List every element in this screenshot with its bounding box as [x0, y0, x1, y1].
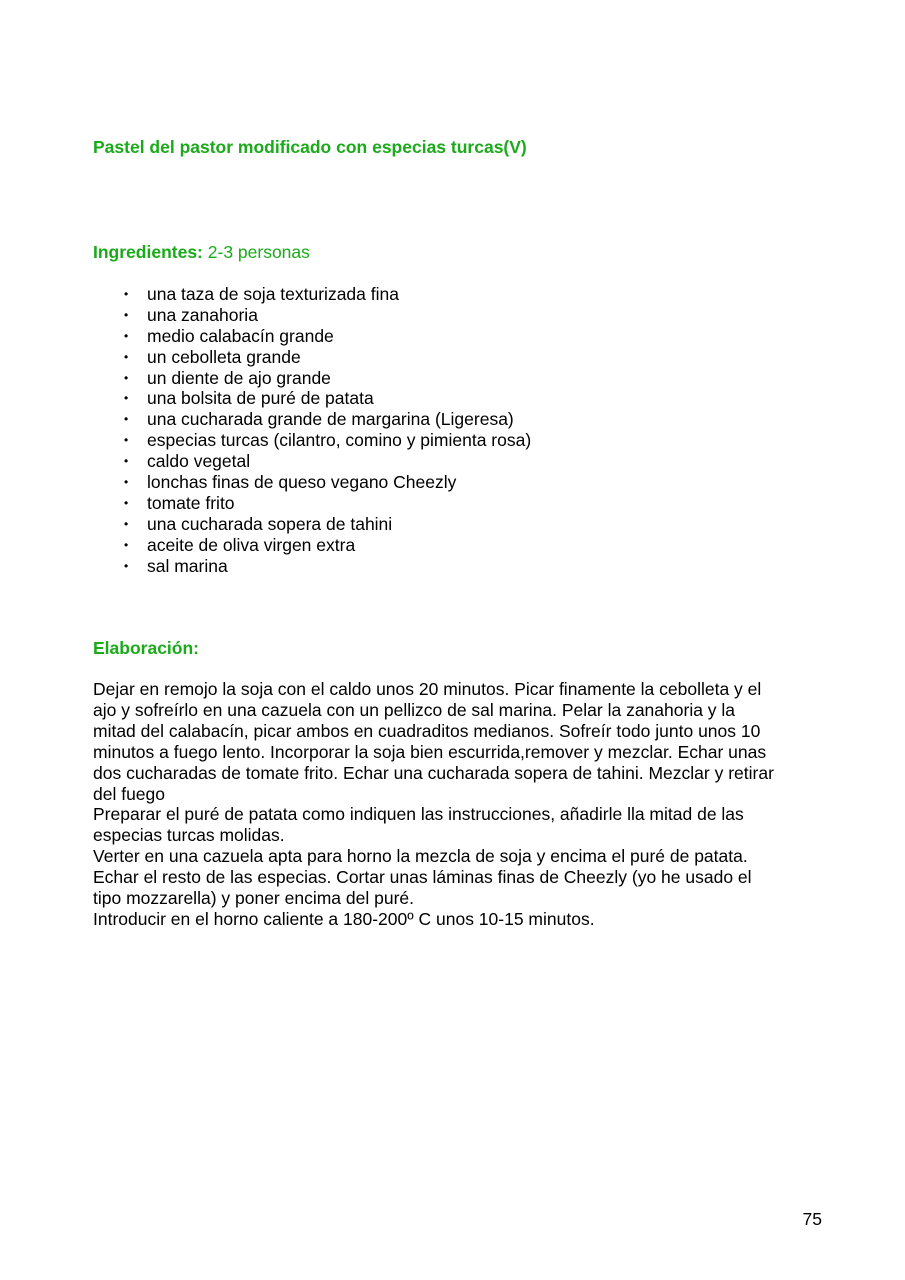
list-item: [93, 326, 531, 347]
method-line: del fuego: [93, 783, 166, 804]
method-line: Verter en una cazuela apta para horno la mezcla de soja y encima el puré de patata.: [93, 846, 748, 867]
list-item: [93, 368, 531, 389]
bullet-icon: •: [124, 328, 129, 343]
method-line: ajo y sofreírlo en una cazuela con un pellizco de sal marina. Pelar la zanahoria y la: [93, 699, 736, 720]
method-body: [93, 679, 813, 930]
ingredient-text: una cucharada sopera de tahini: [147, 513, 393, 534]
ingredient-text: tomate frito: [147, 492, 235, 513]
method-line: Introducir en el horno caliente a 180-200º C unos 10-15 minutos.: [93, 908, 595, 929]
bullet-icon: •: [124, 537, 129, 552]
method-line: Preparar el puré de patata como indiquen las instrucciones, añadirle lla mitad de las: [93, 804, 744, 825]
bullet-icon: •: [124, 370, 129, 385]
list-item: [93, 305, 531, 326]
bullet-icon: •: [124, 412, 129, 427]
ingredient-text: caldo vegetal: [147, 451, 251, 472]
ingredient-text: aceite de oliva virgen extra: [147, 534, 356, 555]
method-line: Echar el resto de las especias. Cortar unas láminas finas de Cheezly (yo he usado el: [93, 867, 752, 888]
ingredient-text: especias turcas (cilantro, comino y pimienta rosa): [147, 430, 532, 451]
ingredient-text: sal marina: [147, 555, 228, 576]
ingredients-heading: [93, 241, 310, 263]
page-number: 75: [802, 1209, 822, 1229]
bullet-icon: •: [124, 287, 129, 301]
ingredient-text: medio calabacín grande: [147, 325, 334, 346]
method-line: tipo mozzarella) y poner encima del puré.: [93, 888, 414, 909]
bullet-icon: •: [124, 516, 129, 531]
method-line: dos cucharadas de tomate frito. Echar una cucharada sopera de tahini. Mezclar y retirar: [93, 762, 774, 783]
list-item: [93, 535, 531, 556]
ingredients-label: Ingredientes:: [93, 242, 203, 262]
recipe-title: Pastel del pastor modificado con especias turcas(V): [93, 137, 527, 157]
ingredient-text: lonchas finas de queso vegano Cheezly: [147, 472, 457, 493]
list-item: [93, 430, 531, 451]
list-item: [93, 514, 531, 535]
method-line: minutos a fuego lento. Incorporar la soja bien escurrida,remover y mezclar. Echar unas: [93, 741, 767, 762]
bullet-icon: •: [124, 495, 129, 510]
method-line: Dejar en remojo la soja con el caldo unos 20 minutos. Picar finamente la cebolleta y el: [93, 679, 762, 699]
bullet-icon: •: [124, 558, 129, 573]
method-line: especias turcas molidas.: [93, 825, 285, 846]
ingredient-text: una cucharada grande de margarina (Ligeresa): [147, 409, 514, 430]
list-item: [93, 388, 531, 409]
ingredient-text: una taza de soja texturizada fina: [147, 284, 399, 304]
ingredient-text: un cebolleta grande: [147, 346, 301, 367]
list-item: [93, 472, 531, 493]
list-item: [93, 284, 531, 305]
bullet-icon: •: [124, 433, 129, 448]
method-heading: Elaboración:: [93, 638, 199, 658]
bullet-icon: •: [124, 475, 129, 490]
bullet-icon: •: [124, 307, 129, 322]
bullet-icon: •: [124, 349, 129, 364]
list-item: [93, 451, 531, 472]
ingredient-list: [93, 284, 531, 576]
list-item: [93, 347, 531, 368]
list-item: [93, 556, 531, 577]
bullet-icon: •: [124, 454, 129, 469]
bullet-icon: •: [124, 391, 129, 406]
ingredient-text: un diente de ajo grande: [147, 367, 331, 388]
servings-text: 2-3 personas: [202, 242, 310, 262]
ingredient-text: una zanahoria: [147, 304, 258, 325]
list-item: [93, 409, 531, 430]
ingredient-text: una bolsita de puré de patata: [147, 388, 374, 409]
list-item: [93, 493, 531, 514]
method-line: mitad del calabacín, picar ambos en cuadraditos medianos. Sofreír todo junto unos 10: [93, 720, 761, 741]
